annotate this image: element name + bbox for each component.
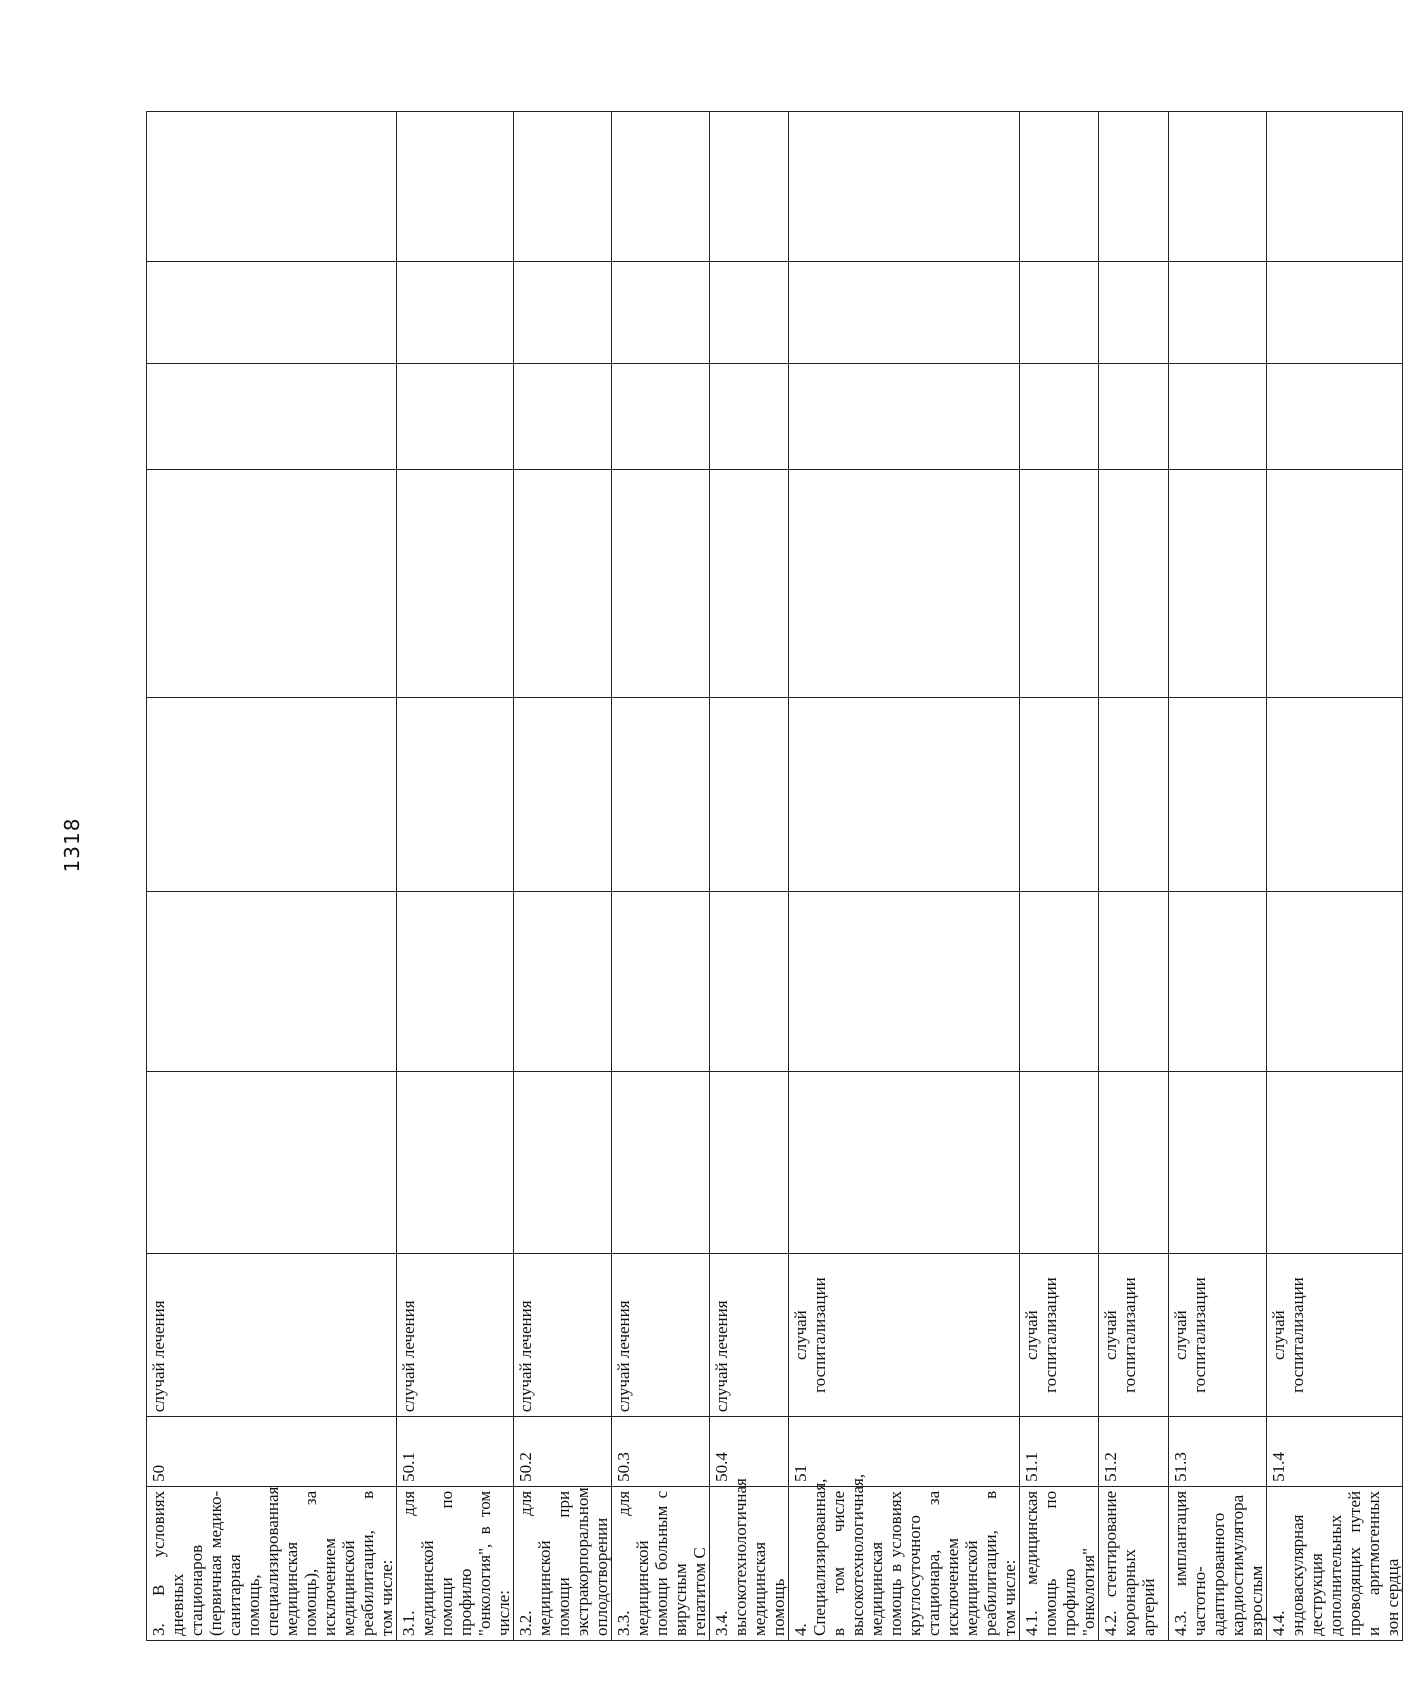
row-number: 50.3 [612, 1417, 710, 1487]
table-cell [397, 261, 514, 363]
table-cell [1020, 364, 1099, 470]
table-row [147, 112, 397, 1641]
table-cell [397, 112, 514, 262]
row-unit: случай госпитализации [1099, 1254, 1169, 1417]
table-cell [514, 469, 612, 697]
row-unit: случай лечения [710, 1254, 789, 1417]
row-number: 51.2 [1099, 1417, 1169, 1487]
table-cell [1267, 364, 1403, 470]
row-unit: случай лечения [612, 1254, 710, 1417]
table-cell [1169, 364, 1267, 470]
table-row [1020, 112, 1099, 1641]
table-cell [1099, 1071, 1169, 1253]
row-unit: случай госпитализации [1169, 1254, 1267, 1417]
row-name: 3.4. высокотехнологичная медицинская помощь [710, 1486, 789, 1640]
table-cell [1099, 261, 1169, 363]
table-cell [710, 469, 789, 697]
table-cell [1099, 698, 1169, 892]
table-container [146, 111, 1402, 1641]
row-number: 51.1 [1020, 1417, 1099, 1487]
table-cell [612, 698, 710, 892]
table-row [789, 112, 1020, 1641]
table-cell [612, 1071, 710, 1253]
row-unit: случай госпитализации [1020, 1254, 1099, 1417]
table-cell [147, 1071, 397, 1253]
table-cell [1099, 112, 1169, 262]
table-cell [1267, 891, 1403, 1071]
row-unit: случай госпитализации [789, 1254, 1020, 1417]
row-name: 4.2. стентирование коронарных артерий [1099, 1486, 1169, 1640]
table-cell [789, 1071, 1020, 1253]
table-cell [710, 112, 789, 262]
table-cell [789, 891, 1020, 1071]
table-cell [1099, 469, 1169, 697]
table-cell [1020, 261, 1099, 363]
table-cell [514, 261, 612, 363]
table-cell [1169, 112, 1267, 262]
table-row [397, 112, 514, 1641]
table-cell [1020, 698, 1099, 892]
table-cell [147, 261, 397, 363]
row-number: 50.2 [514, 1417, 612, 1487]
row-name: 3.3. для медицинской помощи больным с вирусным гепатитом С [612, 1486, 710, 1640]
table-cell [147, 891, 397, 1071]
row-unit: случай госпитализации [1267, 1254, 1403, 1417]
table-cell [514, 112, 612, 262]
table-cell [514, 698, 612, 892]
table-cell [1099, 891, 1169, 1071]
table-cell [612, 261, 710, 363]
row-name: 4. Специализированная, в том числе высокотехнологичная, медицинская помощь в условиях круглосуточного стационара, за исключением медицинской реабилитации, в том числе: [789, 1486, 1020, 1640]
table-cell [789, 698, 1020, 892]
table-cell [612, 891, 710, 1071]
table-cell [1267, 1071, 1403, 1253]
table-cell [789, 112, 1020, 262]
table-cell [710, 891, 789, 1071]
row-number: 51 [789, 1417, 1020, 1487]
table-cell [1020, 112, 1099, 262]
table-cell [1020, 469, 1099, 697]
table-cell [1267, 261, 1403, 363]
table-cell [514, 891, 612, 1071]
row-number: 51.3 [1169, 1417, 1267, 1487]
table-cell [397, 1071, 514, 1253]
table-row [1267, 112, 1403, 1641]
row-name: 4.1. медицинская помощь по профилю "онкология" [1020, 1486, 1099, 1640]
table-cell [612, 364, 710, 470]
table-cell [147, 698, 397, 892]
table-row [612, 112, 710, 1641]
table-row [710, 112, 789, 1641]
table-cell [710, 1071, 789, 1253]
table-cell [612, 469, 710, 697]
row-number: 50 [147, 1417, 397, 1487]
table-cell [147, 469, 397, 697]
table-cell [147, 364, 397, 470]
row-name: 3.2. для медицинской помощи при экстракорпоральном оплодотворении [514, 1486, 612, 1640]
table-cell [1169, 1071, 1267, 1253]
row-number: 51.4 [1267, 1417, 1403, 1487]
row-unit: случай лечения [397, 1254, 514, 1417]
table-cell [514, 1071, 612, 1253]
table-cell [1267, 698, 1403, 892]
table-cell [1169, 469, 1267, 697]
table-cell [612, 112, 710, 262]
row-name: 3.1. для медицинской помощи по профилю "онкология", в том числе: [397, 1486, 514, 1640]
row-number: 50.1 [397, 1417, 514, 1487]
table-cell [147, 112, 397, 262]
table-cell [397, 698, 514, 892]
table-cell [710, 364, 789, 470]
table-cell [1169, 698, 1267, 892]
table-cell [397, 891, 514, 1071]
row-name: 4.3. имплантация частотно-адаптированного кардиостимулятора взрослым [1169, 1486, 1267, 1640]
table-cell [710, 698, 789, 892]
table-cell [789, 261, 1020, 363]
table-cell [1267, 112, 1403, 262]
table-cell [397, 469, 514, 697]
table-cell [1169, 891, 1267, 1071]
table-cell [789, 364, 1020, 470]
table-cell [1169, 261, 1267, 363]
table-cell [397, 364, 514, 470]
table-cell [1099, 364, 1169, 470]
row-unit: случай лечения [514, 1254, 612, 1417]
data-table [146, 111, 1403, 1641]
row-name: 3. В условиях дневных стационаров (первичная медико-санитарная помощь, специализированная медицинская помощь), за исключением медицинской реабилитации, в том числе: [147, 1486, 397, 1640]
table-cell [1020, 891, 1099, 1071]
table-row [1169, 112, 1267, 1641]
table-cell [789, 469, 1020, 697]
table-cell [1267, 469, 1403, 697]
row-unit: случай лечения [147, 1254, 397, 1417]
page-number: 1318 [60, 817, 84, 873]
row-number: 50.4 [710, 1417, 789, 1487]
table-cell [514, 364, 612, 470]
row-name: 4.4. эндоваскулярная деструкция дополнительных проводящих путей и аритмогенных зон сердца [1267, 1486, 1403, 1640]
table-row [1099, 112, 1169, 1641]
table-cell [1020, 1071, 1099, 1253]
table-row [514, 112, 612, 1641]
table-cell [710, 261, 789, 363]
